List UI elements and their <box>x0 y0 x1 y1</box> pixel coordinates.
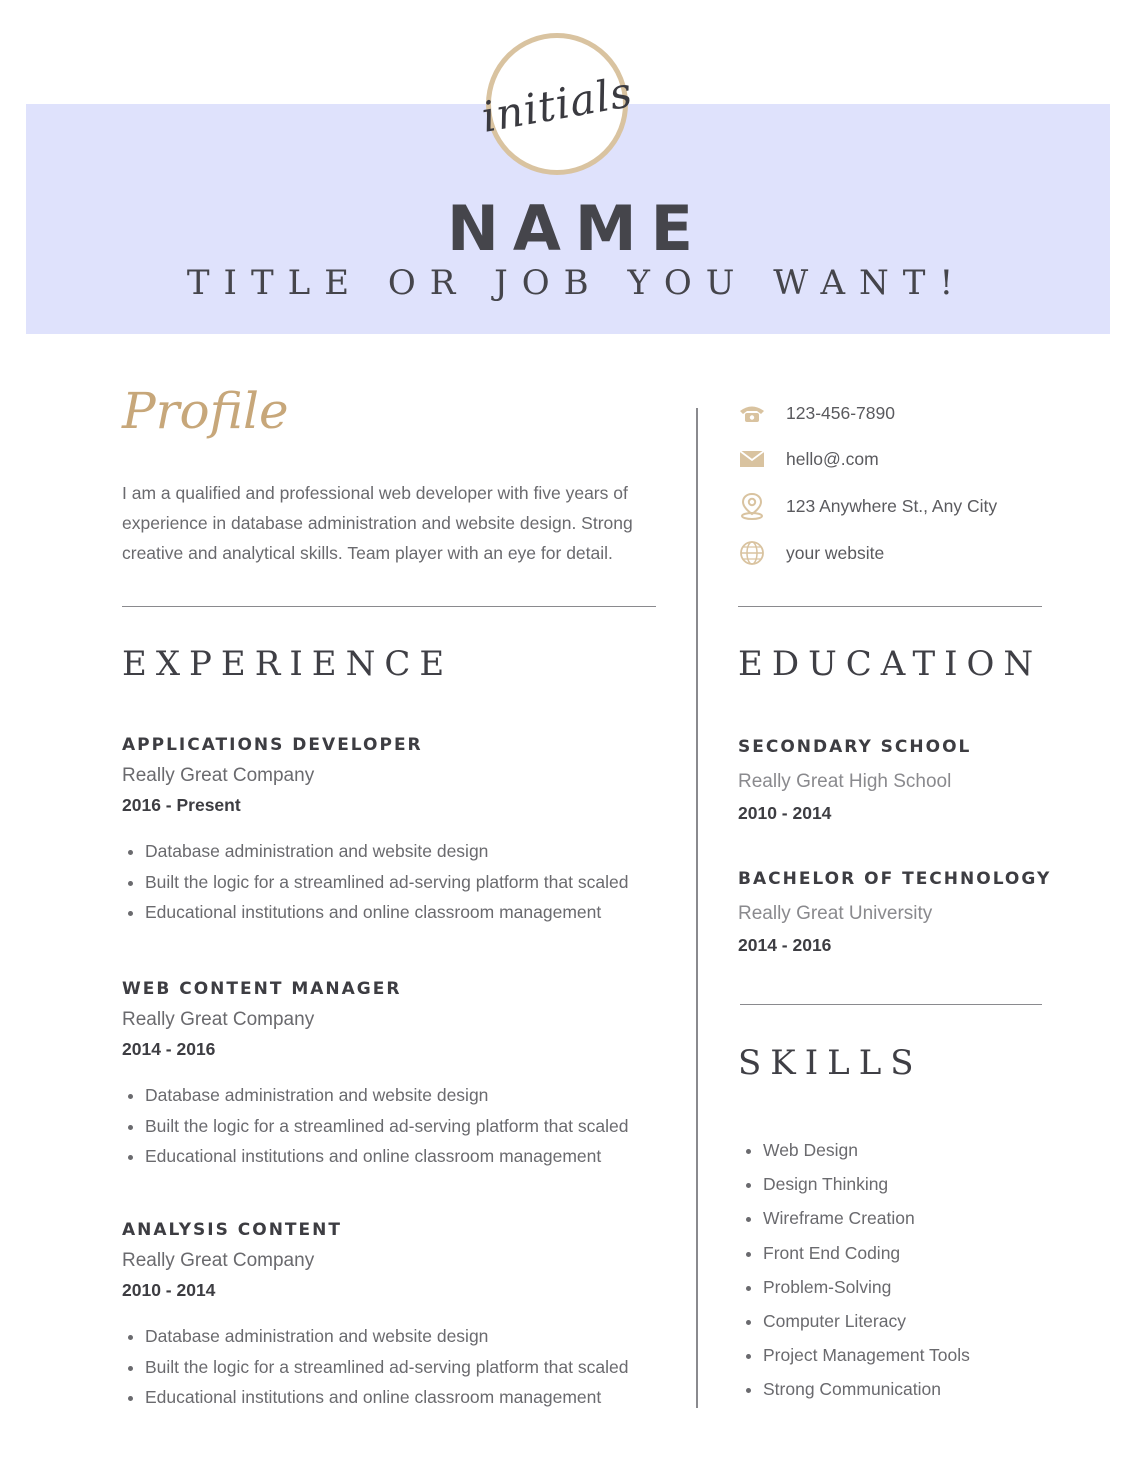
experience-item <box>122 979 682 1172</box>
experience-item <box>122 735 682 928</box>
contact-address <box>738 491 997 521</box>
globe-icon <box>738 539 766 567</box>
education-dates: 2010 - 2014 <box>738 803 832 823</box>
experience-title: APPLICATIONS DEVELOPER <box>122 735 423 755</box>
experience-bullets <box>122 836 682 928</box>
experience-dates: 2010 - 2014 <box>122 1280 216 1300</box>
experience-bullet: • Built the logic for a streamlined ad-serving platform that scaled <box>145 1111 682 1142</box>
experience-bullet: • Educational institutions and online classroom management <box>145 1382 682 1413</box>
experience-bullet: • Database administration and website design <box>145 1080 682 1111</box>
education-heading: EDUCATION <box>738 644 1043 684</box>
profile-text: I am a qualified and professional web developer with five years of experience in database administration and website design. Strong creative and analytical skills. Team player with an eye for detail. <box>122 483 633 563</box>
skill-item: • Web Design <box>763 1133 970 1167</box>
divider-right-top <box>738 606 1042 607</box>
profile-heading: Profile <box>122 382 289 440</box>
education-item <box>738 737 1118 824</box>
experience-bullet: • Educational institutions and online classroom management <box>145 897 682 928</box>
contact-website <box>738 538 884 568</box>
contact-email <box>738 444 879 474</box>
skills-heading: SKILLS <box>738 1043 923 1083</box>
initials-text: initials <box>477 66 637 142</box>
experience-bullet: • Database administration and website design <box>145 836 682 867</box>
skill-item: • Strong Communication <box>763 1372 970 1406</box>
skills-list <box>740 1133 970 1407</box>
experience-bullet: • Educational institutions and online classroom management <box>145 1141 682 1172</box>
email-text[interactable]: hello@.com <box>786 448 879 469</box>
experience-bullet: • Built the logic for a streamlined ad-serving platform that scaled <box>145 1352 682 1383</box>
education-dates: 2014 - 2016 <box>738 935 832 955</box>
experience-bullet: • Database administration and website design <box>145 1321 682 1352</box>
divider-right-bottom <box>740 1004 1042 1005</box>
skill-item: • Front End Coding <box>763 1236 970 1270</box>
skill-item: • Wireframe Creation <box>763 1201 970 1235</box>
contact-phone <box>738 398 895 428</box>
experience-item <box>122 1220 682 1413</box>
phone-text[interactable]: 123-456-7890 <box>786 402 895 423</box>
address-text: 123 Anywhere St., Any City <box>786 495 998 516</box>
job-title: TITLE OR JOB YOU WANT! <box>186 263 968 303</box>
location-pin-icon <box>738 492 766 520</box>
website-text[interactable]: your website <box>786 542 885 563</box>
column-divider <box>696 408 698 1408</box>
experience-bullet: • Built the logic for a streamlined ad-serving platform that scaled <box>145 867 682 898</box>
experience-company: Really Great Company <box>122 765 315 786</box>
experience-bullets <box>122 1321 682 1413</box>
education-school: Really Great High School <box>738 771 952 792</box>
experience-bullets <box>122 1080 682 1172</box>
experience-title: ANALYSIS CONTENT <box>122 1220 342 1240</box>
experience-company: Really Great Company <box>122 1009 315 1030</box>
mail-icon <box>738 445 766 473</box>
experience-dates: 2014 - 2016 <box>122 1039 216 1059</box>
education-item <box>738 869 1118 956</box>
phone-icon <box>738 399 766 427</box>
initials-badge <box>477 33 637 175</box>
skill-item: • Problem-Solving <box>763 1270 970 1304</box>
experience-heading: EXPERIENCE <box>122 644 454 684</box>
experience-title: WEB CONTENT MANAGER <box>122 979 402 999</box>
skill-item: • Design Thinking <box>763 1167 970 1201</box>
education-title: SECONDARY SCHOOL <box>738 737 972 757</box>
skill-item: • Computer Literacy <box>763 1304 970 1338</box>
divider-left <box>122 606 656 607</box>
skill-item: • Project Management Tools <box>763 1338 970 1372</box>
person-name: NAME <box>447 192 707 265</box>
education-title: BACHELOR OF TECHNOLOGY <box>738 869 1052 889</box>
experience-dates: 2016 - Present <box>122 795 241 815</box>
experience-company: Really Great Company <box>122 1250 315 1271</box>
education-school: Really Great University <box>738 903 933 924</box>
